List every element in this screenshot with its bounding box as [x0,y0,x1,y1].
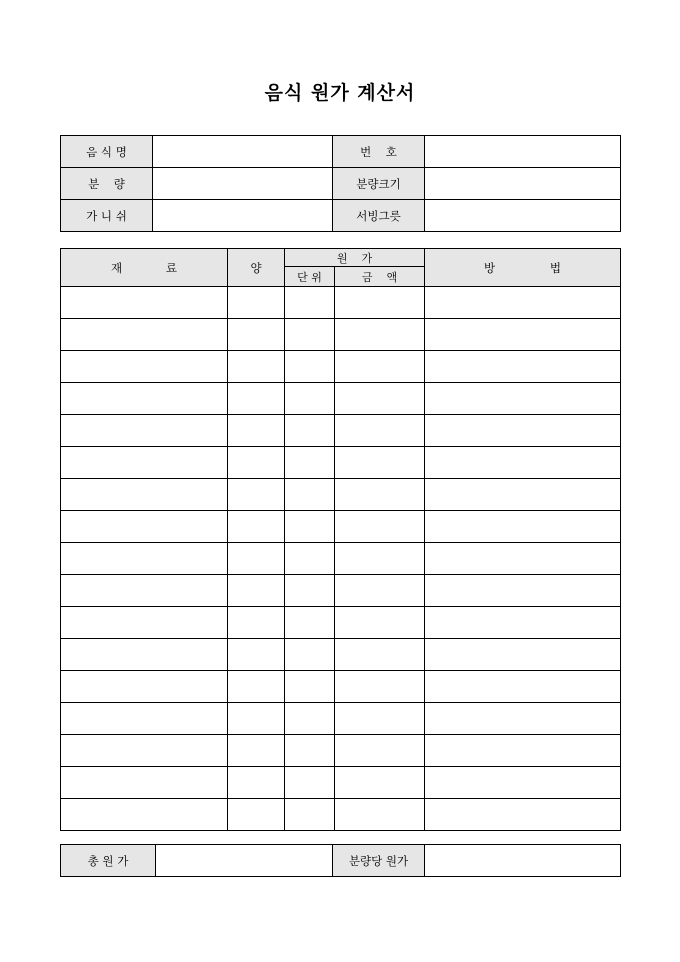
unit-cell[interactable] [285,671,335,703]
price-cell[interactable] [335,767,425,799]
cost-header: 원 가 [285,249,425,267]
ingredient-cell[interactable] [61,703,228,735]
ingredient-cell[interactable] [61,671,228,703]
method-cell[interactable] [425,671,621,703]
ingredient-row [61,767,621,799]
ingredient-cell[interactable] [61,639,228,671]
method-cell[interactable] [425,639,621,671]
price-cell[interactable] [335,671,425,703]
ingredient-row [61,287,621,319]
ingredient-row [61,639,621,671]
price-cell[interactable] [335,383,425,415]
ingredient-row [61,735,621,767]
ingredient-cell[interactable] [61,607,228,639]
cost-per-portion-label: 분량당 원가 [333,845,425,877]
ingredient-cell[interactable] [61,383,228,415]
method-cell[interactable] [425,415,621,447]
unit-cell[interactable] [285,767,335,799]
ingredient-row [61,799,621,831]
total-cost-table [60,844,621,877]
unit-cell[interactable] [285,511,335,543]
number-field[interactable] [425,136,621,168]
ingredient-cell[interactable] [61,799,228,831]
ingredient-row [61,607,621,639]
method-cell[interactable] [425,543,621,575]
portion-size-field[interactable] [425,168,621,200]
amount-cell[interactable] [228,575,285,607]
ingredient-row [61,703,621,735]
amount-cell[interactable] [228,479,285,511]
ingredient-cell[interactable] [61,767,228,799]
unit-cell[interactable] [285,799,335,831]
price-cell[interactable] [335,703,425,735]
amount-cell[interactable] [228,607,285,639]
unit-cell[interactable] [285,607,335,639]
ingredient-cell[interactable] [61,415,228,447]
ingredient-cell[interactable] [61,511,228,543]
ingredient-row [61,383,621,415]
method-cell[interactable] [425,447,621,479]
unit-cell[interactable] [285,639,335,671]
price-cell[interactable] [335,479,425,511]
amount-cell[interactable] [228,351,285,383]
cost-per-portion-field[interactable] [425,845,621,877]
ingredient-table-header [61,249,621,267]
price-cell[interactable] [335,447,425,479]
method-cell[interactable] [425,767,621,799]
serving-bowl-field[interactable] [425,200,621,232]
unit-cell[interactable] [285,575,335,607]
ingredient-cell[interactable] [61,479,228,511]
price-cell[interactable] [335,799,425,831]
method-cell[interactable] [425,735,621,767]
ingredient-row [61,575,621,607]
total-cost-row [61,845,621,877]
price-cell[interactable] [335,287,425,319]
dish-name-field[interactable] [153,136,333,168]
ingredient-cell[interactable] [61,351,228,383]
amount-cell[interactable] [228,639,285,671]
amount-header: 양 [228,249,285,287]
amount-cell[interactable] [228,319,285,351]
unit-header: 단 위 [285,267,335,287]
ingredient-row [61,447,621,479]
ingredient-cell[interactable] [61,735,228,767]
unit-cell[interactable] [285,703,335,735]
unit-cell[interactable] [285,351,335,383]
total-cost-label: 총 원 가 [61,845,156,877]
ingredient-cell[interactable] [61,575,228,607]
amount-cell[interactable] [228,671,285,703]
ingredient-row [61,479,621,511]
price-cell[interactable] [335,543,425,575]
method-cell[interactable] [425,479,621,511]
unit-cell[interactable] [285,543,335,575]
amount-cell[interactable] [228,543,285,575]
amount-cell[interactable] [228,735,285,767]
dish-info-row [61,136,621,168]
unit-cell[interactable] [285,735,335,767]
amount-cell[interactable] [228,383,285,415]
method-cell[interactable] [425,287,621,319]
portion-label: 분 량 [61,168,153,200]
garnish-field[interactable] [153,200,333,232]
price-cell[interactable] [335,607,425,639]
page-title: 음식 원가 계산서 [264,82,416,104]
price-cell[interactable] [335,415,425,447]
method-cell[interactable] [425,607,621,639]
garnish-label: 가 니 쉬 [61,200,153,232]
price-cell[interactable] [335,319,425,351]
unit-cell[interactable] [285,447,335,479]
amount-cell[interactable] [228,287,285,319]
price-cell[interactable] [335,735,425,767]
ingredient-row [61,511,621,543]
ingredient-row [61,351,621,383]
price-cell[interactable] [335,511,425,543]
price-cell[interactable] [335,575,425,607]
unit-cell[interactable] [285,319,335,351]
method-cell[interactable] [425,511,621,543]
dish-info-row [61,168,621,200]
unit-cell[interactable] [285,287,335,319]
dish-info-row [61,200,621,232]
amount-cell[interactable] [228,415,285,447]
amount-cell[interactable] [228,799,285,831]
method-cell[interactable] [425,351,621,383]
dish-name-label: 음 식 명 [61,136,153,168]
amount-cell[interactable] [228,447,285,479]
price-cell[interactable] [335,351,425,383]
method-header: 방 법 [425,249,621,287]
portion-size-label: 분량크기 [333,168,425,200]
method-cell[interactable] [425,319,621,351]
method-cell[interactable] [425,799,621,831]
ingredient-table [60,248,621,831]
number-label: 번 호 [333,136,425,168]
price-cell[interactable] [335,639,425,671]
method-cell[interactable] [425,383,621,415]
ingredient-cell[interactable] [61,543,228,575]
method-cell[interactable] [425,575,621,607]
ingredient-header: 재 료 [61,249,228,287]
amount-cell[interactable] [228,511,285,543]
amount-cell[interactable] [228,703,285,735]
method-cell[interactable] [425,703,621,735]
unit-cell[interactable] [285,383,335,415]
total-cost-field[interactable] [156,845,333,877]
price-header: 금 액 [335,267,425,287]
ingredient-cell[interactable] [61,319,228,351]
serving-bowl-label: 서빙그릇 [333,200,425,232]
ingredient-cell[interactable] [61,287,228,319]
portion-field[interactable] [153,168,333,200]
unit-cell[interactable] [285,415,335,447]
ingredient-row [61,671,621,703]
ingredient-row [61,415,621,447]
unit-cell[interactable] [285,479,335,511]
dish-info-table [60,135,621,232]
amount-cell[interactable] [228,767,285,799]
ingredient-row [61,543,621,575]
ingredient-cell[interactable] [61,447,228,479]
ingredient-row [61,319,621,351]
